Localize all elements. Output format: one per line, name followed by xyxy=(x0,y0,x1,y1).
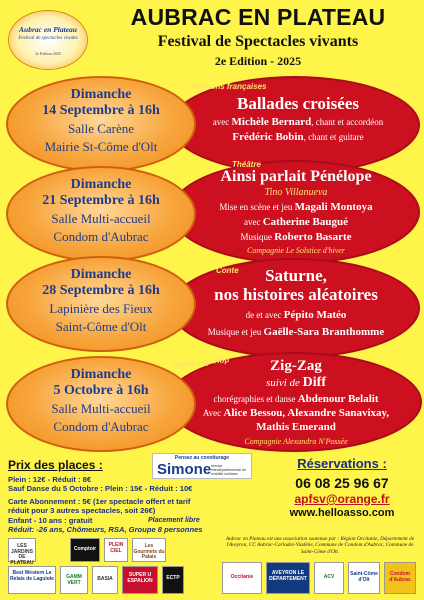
event-2-town: Condom d'Aubrac xyxy=(53,229,149,244)
event-2-date-oval xyxy=(6,166,196,262)
event-4-town: Condom d'Aubrac xyxy=(53,419,149,434)
sponsor-logo: GAMM VERT xyxy=(60,566,88,594)
event-3-place: Lapinière des Fieux xyxy=(49,301,153,316)
sponsor-logo: LES JARDINS DE PLATEAU xyxy=(8,538,36,562)
sponsor-logo: PLEIN CIEL xyxy=(104,538,128,562)
logo-line2: Festival de spectacles vivants xyxy=(18,36,78,41)
event-3-line-2: Musique et jeu Gaëlle-Sara Branthomme xyxy=(207,326,385,338)
event-2-date: 21 Septembre à 16h xyxy=(42,193,160,208)
event-2-genre: Théâtre xyxy=(232,160,261,169)
website-link[interactable]: www.helloasso.com xyxy=(289,507,395,519)
event-3-town: Saint-Côme d'Olt xyxy=(55,319,147,334)
email-link[interactable]: apfsv@orange.fr xyxy=(294,492,390,506)
price-line-4: réduit pour 3 autres spectacles, soit 26€) xyxy=(8,506,156,516)
page-subtitle: Festival de Spectacles vivants xyxy=(157,33,359,50)
event-2-company: Compagnie Le Solstice d'hiver xyxy=(247,246,345,255)
event-3-title-1: Saturne, xyxy=(265,266,327,285)
sponsor-logo: Condom d'Aubrac xyxy=(384,562,416,594)
event-1-genre: Chansons françaises xyxy=(186,82,267,91)
event-4-place: Salle Multi-accueil xyxy=(51,401,151,416)
price-line-2: Sauf Danse du 5 Octobre : Plein : 15€ - Réduit : 10€ xyxy=(8,484,193,494)
event-3-genre: Conte xyxy=(216,266,239,275)
event-2-line-1: Mise en scène et jeu Magali Montoya xyxy=(219,201,373,213)
sponsor-logo: AVEYRON LE DÉPARTEMENT xyxy=(266,562,310,594)
logo-line1: Aubrac en Plateau xyxy=(19,25,77,34)
event-4-date: 5 Octobre à 16h xyxy=(53,383,149,398)
event-4-genre: Danse Hip-Hop xyxy=(171,355,230,370)
event-4-line-2: Avec Alice Bessou, Alexandre Sanavixay, xyxy=(202,407,390,419)
price-line-6: Réduit: -26 ans, Chômeurs, RSA, Groupe 8 personnes xyxy=(8,525,203,535)
event-3-day: Dimanche xyxy=(70,267,132,282)
sponsor-logo: ACV xyxy=(314,562,344,594)
event-3-card xyxy=(182,266,410,352)
event-2-panel xyxy=(170,160,420,264)
reservations-section xyxy=(262,456,422,519)
sponsor-logo: ECTP xyxy=(162,566,184,594)
price-line-5: Enfant - 10 ans : gratuit xyxy=(8,515,93,525)
simone-name: Simone xyxy=(157,461,212,478)
event-2-title: Ainsi parlait Pénélope xyxy=(220,168,372,185)
festival-logo xyxy=(8,10,88,70)
event-1-date: 14 Septembre à 16h xyxy=(42,103,160,118)
sponsor-logo: Comptoir xyxy=(70,538,100,562)
sponsor-logo: Saint-Côme d'Olt xyxy=(348,562,380,594)
simone-kicker: Pensez au covoiturage xyxy=(174,455,230,461)
event-4-day: Dimanche xyxy=(70,367,132,382)
event-2-card xyxy=(182,168,410,260)
event-1-town: Mairie St-Côme d'Olt xyxy=(44,139,158,154)
event-2-author: Tino Villanueva xyxy=(264,187,328,198)
event-3-panel xyxy=(170,258,420,358)
event-2-day: Dimanche xyxy=(70,177,132,192)
prices-heading: Prix des places : xyxy=(8,458,103,472)
sponsor-logo: Les Gourmets du Palais xyxy=(132,538,166,562)
sponsor-logo: Occitanie xyxy=(222,562,262,594)
event-4-company: Compagnie Alexandra N'Possée xyxy=(244,437,348,446)
event-2-place: Salle Multi-accueil xyxy=(51,211,151,226)
event-4-date-oval xyxy=(6,356,196,452)
event-4-line-3: Mathis Emerand xyxy=(256,421,336,433)
event-1-card xyxy=(188,94,408,158)
simone-tagline: service interdépartemental de mobilité solidaire xyxy=(211,464,246,476)
event-1-line-1: avec Michèle Bernard, chant et accordéon xyxy=(212,116,384,128)
edition-label: 2e Edition - 2025 xyxy=(214,54,302,68)
event-3-line-1: de et avec Pépito Matéo xyxy=(245,309,347,321)
sponsor-logo: BASIA xyxy=(92,566,118,594)
event-3-date: 28 Septembre à 16h xyxy=(42,283,160,298)
event-1-title: Ballades croisées xyxy=(237,94,359,113)
event-1-place: Salle Carène xyxy=(67,121,135,136)
event-4-line-1: chorégraphies et danse Abdenour Belalit xyxy=(213,393,379,405)
event-3-date-oval xyxy=(6,256,196,352)
association-text: Aubrac en Plateau est une association soutenue par : Région Occitanie, Département de l'Aveyron, CC Aubrac-Carladez-Viadène, Commune de Condom d'Aubrac, Commune de Saint-Côme d'Olt. xyxy=(225,536,415,555)
logo-line3: 2e Edition 2025 xyxy=(35,51,61,56)
event-1-day: Dimanche xyxy=(70,87,132,102)
event-4-panel xyxy=(166,352,422,452)
sponsor-logo: SUPER U ESPALION xyxy=(122,566,158,594)
price-line-3: Carte Abonnement : 5€ (1er spectacle offert et tarif xyxy=(8,496,191,506)
event-1-date-oval xyxy=(6,76,196,172)
event-2-line-3: Musique Roberto Basarte xyxy=(240,231,352,243)
price-line-1: Plein : 12€ - Réduit : 8€ xyxy=(8,475,92,484)
simone-logo[interactable] xyxy=(152,453,252,479)
event-1-line-2: Frédéric Bobin, chant et guitare xyxy=(232,131,364,143)
sponsor-logo: Best Western Le Relais de Laguiole xyxy=(8,566,56,594)
page-title: AUBRAC EN PLATEAU xyxy=(130,4,386,30)
event-2-line-2: avec Catherine Baugué xyxy=(244,216,348,228)
event-4-title: Zig-Zag xyxy=(270,358,322,374)
placement-label: Placement libre xyxy=(148,517,200,524)
phone-number[interactable]: 06 08 25 96 67 xyxy=(295,475,389,491)
event-3-title-2: nos histoires aléatoires xyxy=(214,285,378,304)
event-4-card xyxy=(180,358,412,450)
reservations-heading: Réservations : xyxy=(297,456,387,471)
event-4-suivi: suivi de Diff xyxy=(266,375,326,390)
